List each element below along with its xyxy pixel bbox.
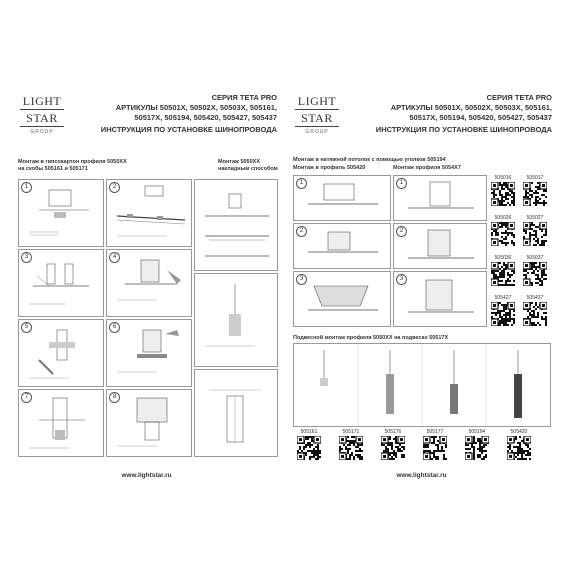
article-codes-line1: АРТИКУЛЫ 50501X, 50502X, 50503X, 505161, [115, 103, 277, 112]
surface-step-1 [194, 179, 278, 271]
qr-label: 505027 [526, 215, 544, 221]
qr-code-icon[interactable] [507, 436, 531, 460]
subtitle-profile-5054x7: Монтаж профиля 5054X7 [393, 165, 461, 171]
step-4-diagram [107, 250, 191, 316]
qr-code-icon[interactable] [491, 302, 515, 326]
step-3-diagram [19, 250, 103, 316]
step-4: 4 [106, 249, 192, 317]
lightstar-logo [20, 95, 64, 135]
instruction-title: ИНСТРУКЦИЯ ПО УСТАНОВКЕ ШИНОПРОВОДА [375, 125, 552, 134]
qr-label: 505161 [300, 429, 318, 435]
suspended-steps-panel [293, 343, 551, 427]
logo-line2: STAR [301, 111, 333, 125]
qr-label: 505016 [494, 175, 512, 181]
step-7: 7 [18, 389, 104, 457]
qr-code-icon[interactable] [523, 262, 547, 286]
step-5-diagram [19, 320, 103, 386]
section-title-suspended: Подвесной монтаж профиля 5050XX на подвесах 50517X [293, 335, 449, 341]
qr-label: 505427 [494, 295, 512, 301]
article-codes-line2: 50517X, 505194, 505420, 505427, 505437 [409, 113, 552, 122]
ceiling-a-step-3-diagram [294, 272, 390, 326]
qr-label: 505026 [494, 215, 512, 221]
instruction-title: ИНСТРУКЦИЯ ПО УСТАНОВКЕ ШИНОПРОВОДА [100, 125, 277, 134]
ceiling-b-step-2-diagram [394, 224, 486, 268]
step-1-diagram [19, 180, 103, 246]
qr-label: 505437 [526, 295, 544, 301]
website-url[interactable]: www.lightstar.ru [396, 472, 447, 479]
ceiling-a-step-1: 1 [293, 175, 391, 221]
surface-step-3-diagram [195, 370, 277, 456]
article-codes-line1: АРТИКУЛЫ 50501X, 50502X, 50503X, 505161, [390, 103, 552, 112]
website-url[interactable]: www.lightstar.ru [121, 472, 172, 479]
ceiling-a-step-2: 2 [293, 223, 391, 269]
ceiling-b-step-3-diagram [394, 272, 486, 326]
series-title: СЕРИЯ TETA PRO [486, 93, 552, 102]
series-title: СЕРИЯ TETA PRO [211, 93, 277, 102]
step-6: 6 [106, 319, 192, 387]
ceiling-a-step-3: 3 [293, 271, 391, 327]
article-codes-line2: 50517X, 505194, 505420, 505427, 505437 [134, 113, 277, 122]
qr-code-icon[interactable] [523, 302, 547, 326]
left-instruction-page [14, 85, 279, 485]
step-6-diagram [107, 320, 191, 386]
logo-line1: LIGHT [22, 94, 62, 108]
right-instruction-page [289, 85, 554, 485]
step-2: 2 [106, 179, 192, 247]
qr-label: 505176 [384, 429, 402, 435]
qr-label: 505171 [342, 429, 360, 435]
ceiling-b-step-3: 3 [393, 271, 487, 327]
step-8: 8 [106, 389, 192, 457]
qr-code-icon[interactable] [523, 182, 547, 206]
qr-label: 505420 [510, 429, 528, 435]
qr-label: 505037 [526, 255, 544, 261]
qr-label: 505017 [526, 175, 544, 181]
page-header [77, 93, 277, 135]
qr-label: 505177 [426, 429, 444, 435]
qr-code-icon[interactable] [465, 436, 489, 460]
qr-code-icon[interactable] [381, 436, 405, 460]
subtitle-profile-505420: Монтаж в профиль 505420 [293, 165, 366, 171]
qr-code-icon[interactable] [423, 436, 447, 460]
surface-step-2-diagram [195, 274, 277, 366]
qr-label: 505194 [468, 429, 486, 435]
step-5: 5 [18, 319, 104, 387]
qr-code-icon[interactable] [491, 222, 515, 246]
lightstar-logo [295, 95, 339, 135]
step-3: 3 [18, 249, 104, 317]
logo-line1: LIGHT [297, 94, 337, 108]
surface-step-1-diagram [195, 180, 277, 270]
qr-code-icon[interactable] [523, 222, 547, 246]
qr-code-icon[interactable] [491, 262, 515, 286]
surface-step-3 [194, 369, 278, 457]
ceiling-a-step-1-diagram [294, 176, 390, 220]
suspended-diagram [294, 344, 550, 426]
step-2-diagram [107, 180, 191, 246]
surface-step-2 [194, 273, 278, 367]
step-8-diagram [107, 390, 191, 456]
qr-code-icon[interactable] [297, 436, 321, 460]
ceiling-a-step-2-diagram [294, 224, 390, 268]
logo-group: GROUP [305, 129, 329, 135]
section-title-drywall: Монтаж в гипсокартон профиля 5050XX на скобы 505161 и 505171 [18, 159, 127, 172]
section-title-surface: Монтаж 5050XX накладным способом [218, 159, 278, 172]
section-title-stretch-ceiling: Монтаж в натяжной потолок с помощью уголков 505194 [293, 157, 446, 163]
step-7-diagram [19, 390, 103, 456]
ceiling-b-step-2: 2 [393, 223, 487, 269]
qr-label: 505036 [494, 255, 512, 261]
logo-line2: STAR [26, 111, 58, 125]
ceiling-b-step-1: 1 [393, 175, 487, 221]
qr-code-icon[interactable] [491, 182, 515, 206]
step-1: 1 [18, 179, 104, 247]
logo-group: GROUP [30, 129, 54, 135]
page-header [352, 93, 552, 135]
qr-code-icon[interactable] [339, 436, 363, 460]
ceiling-b-step-1-diagram [394, 176, 486, 220]
